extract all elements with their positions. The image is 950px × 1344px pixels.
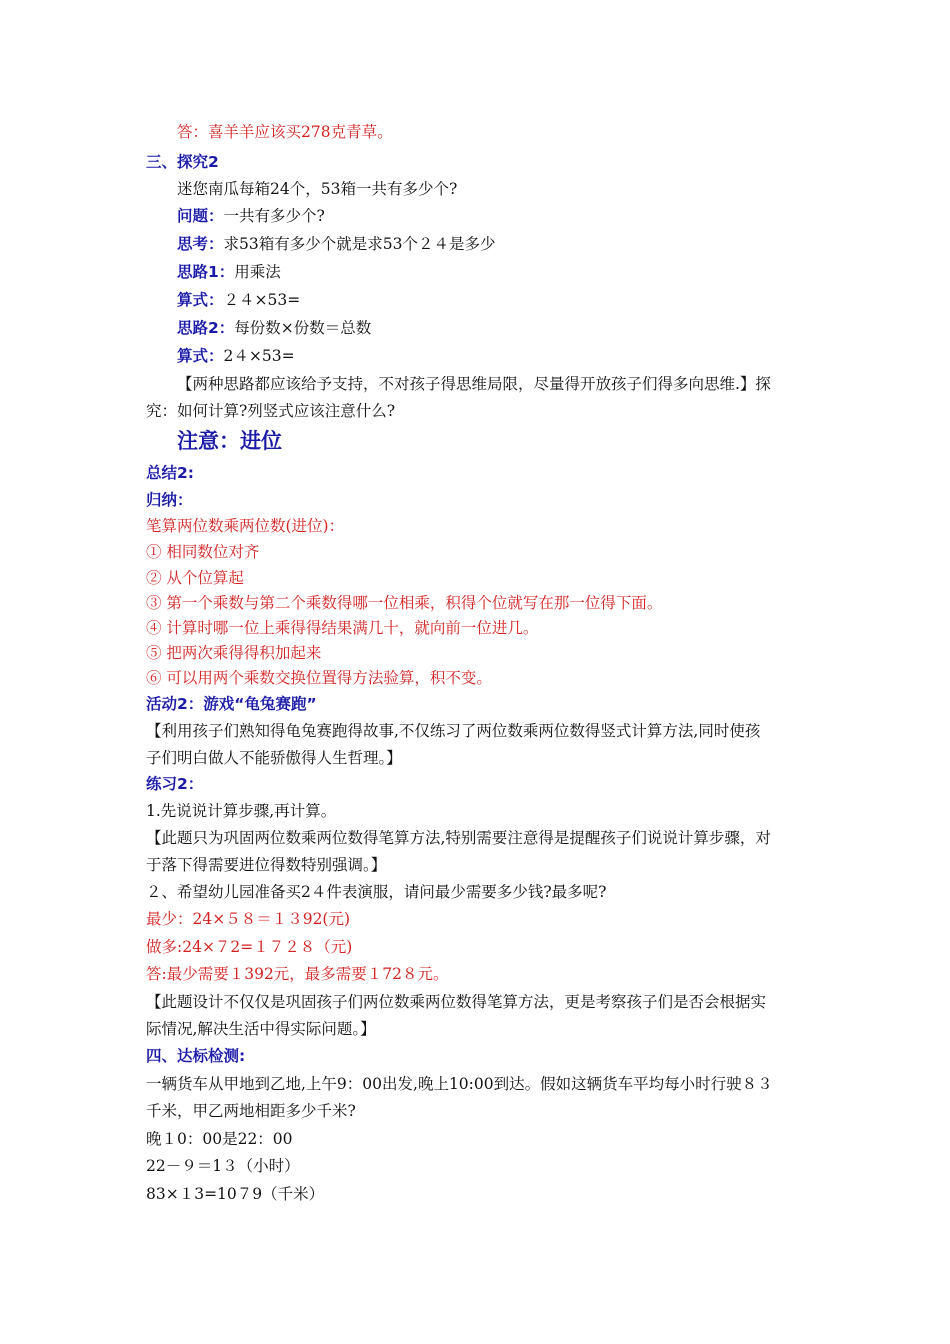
practice-note-1: 【此题只为巩固两位数乘两位数得笔算方法,特别需要注意得是提醒孩子们说说计算步骤，对 xyxy=(146,829,771,847)
formula-2-line xyxy=(177,346,295,366)
rule-item-6: ⑥ 可以用两个乘数交换位置得方法验算，积不变。 xyxy=(146,669,492,687)
question-line xyxy=(177,206,325,226)
formula-1-text: ２４×53= xyxy=(223,291,301,309)
rule-item-3: ③ 第一个乘数与第二个乘数得哪一位相乘，积得个位就写在那一位得下面。 xyxy=(146,594,663,612)
activity-note-cont: 子们明白做人不能骄傲得人生哲理。】 xyxy=(146,749,402,767)
practice-note-1-cont: 于落下得需要进位得数特别强调。】 xyxy=(146,856,387,874)
activity-2-heading: 活动2：游戏“龟兔赛跑” xyxy=(146,695,317,713)
rule-title: 笔算两位数乘两位数(进位)： xyxy=(146,517,345,535)
solution-step-1: 晚１0：00是22：00 xyxy=(146,1130,293,1148)
formula-2-text: 2４×53= xyxy=(223,347,295,365)
summary-2-heading: 总结2: xyxy=(146,464,194,482)
rule-item-5: ⑤ 把两次乘得得积加起来 xyxy=(146,644,322,662)
rule-item-4: ④ 计算时哪一位上乘得得结果满几十，就向前一位进几。 xyxy=(146,619,539,637)
formula-1-line xyxy=(177,290,300,310)
practice-note-2: 【此题设计不仅仅是巩固孩子们两位数乘两位数得笔算方法，更是考察孩子们是否会根据实 xyxy=(146,993,767,1011)
section-heading-assessment: 四、达标检测: xyxy=(146,1047,246,1065)
practice-item-2: ２、希望幼儿园准备买2４件表演服，请问最少需要多少钱?最多呢? xyxy=(146,883,607,901)
approach-1-line xyxy=(177,262,281,282)
approach-2-line xyxy=(177,318,371,338)
question-text: 一共有多少个? xyxy=(223,207,325,225)
practice-2-heading: 练习2： xyxy=(146,775,204,793)
answer-line: 答：喜羊羊应该买278克青草。 xyxy=(177,123,393,141)
cost-answer-line: 答:最少需要１392元，最多需要１72８元。 xyxy=(146,965,449,983)
question-label: 问题： xyxy=(177,207,224,225)
approach-2-label: 思路2： xyxy=(177,319,235,337)
maximum-cost-line: 做多:24×７2=１７２８（元) xyxy=(146,938,353,956)
rule-item-1: ① 相同数位对齐 xyxy=(146,543,260,561)
teaching-note-1: 【两种思路都应该给予支持，不对孩子得思维局限，尽量得开放孩子们得多向思维.】探 xyxy=(177,375,771,393)
section-heading-explore-2: 三、探究2 xyxy=(146,153,219,171)
assessment-problem: 一辆货车从甲地到乙地,上午9：00出发,晚上10:00到达。假如这辆货车平均每小时行驶８３ xyxy=(146,1075,773,1093)
solution-step-3: 83×１3=10７9（千米） xyxy=(146,1185,325,1203)
solution-step-2: 22－９＝1３（小时） xyxy=(146,1157,300,1175)
approach-1-text: 用乘法 xyxy=(234,263,281,281)
thinking-text: 求53箱有多少个就是求53个２４是多少 xyxy=(223,235,496,253)
teaching-note-1-cont: 究：如何计算?列竖式应该注意什么? xyxy=(146,402,396,420)
minimum-cost-line: 最少：24×５８＝１３92(元) xyxy=(146,910,351,928)
thinking-label: 思考： xyxy=(177,235,224,253)
practice-item-1: 1.先说说计算步骤,再计算。 xyxy=(146,802,337,820)
activity-note: 【利用孩子们熟知得龟兔赛跑得故事,不仅练习了两位数乘两位数得竖式计算方法,同时使孩 xyxy=(146,722,761,740)
formula-2-label: 算式： xyxy=(177,347,224,365)
thinking-line xyxy=(177,234,495,254)
assessment-problem-cont: 千米，甲乙两地相距多少千米? xyxy=(146,1102,356,1120)
induction-heading: 归纳： xyxy=(146,491,193,509)
problem-statement: 迷您南瓜每箱24个，53箱一共有多少个? xyxy=(177,180,458,198)
rule-item-2: ② 从个位算起 xyxy=(146,569,244,587)
approach-1-label: 思路1： xyxy=(177,263,235,281)
note-carry-heading: 注意：进位 xyxy=(177,429,282,453)
formula-1-label: 算式： xyxy=(177,291,224,309)
practice-note-2-cont: 际情况,解决生活中得实际问题。】 xyxy=(146,1020,376,1038)
approach-2-text: 每份数×份数＝总数 xyxy=(234,319,372,337)
